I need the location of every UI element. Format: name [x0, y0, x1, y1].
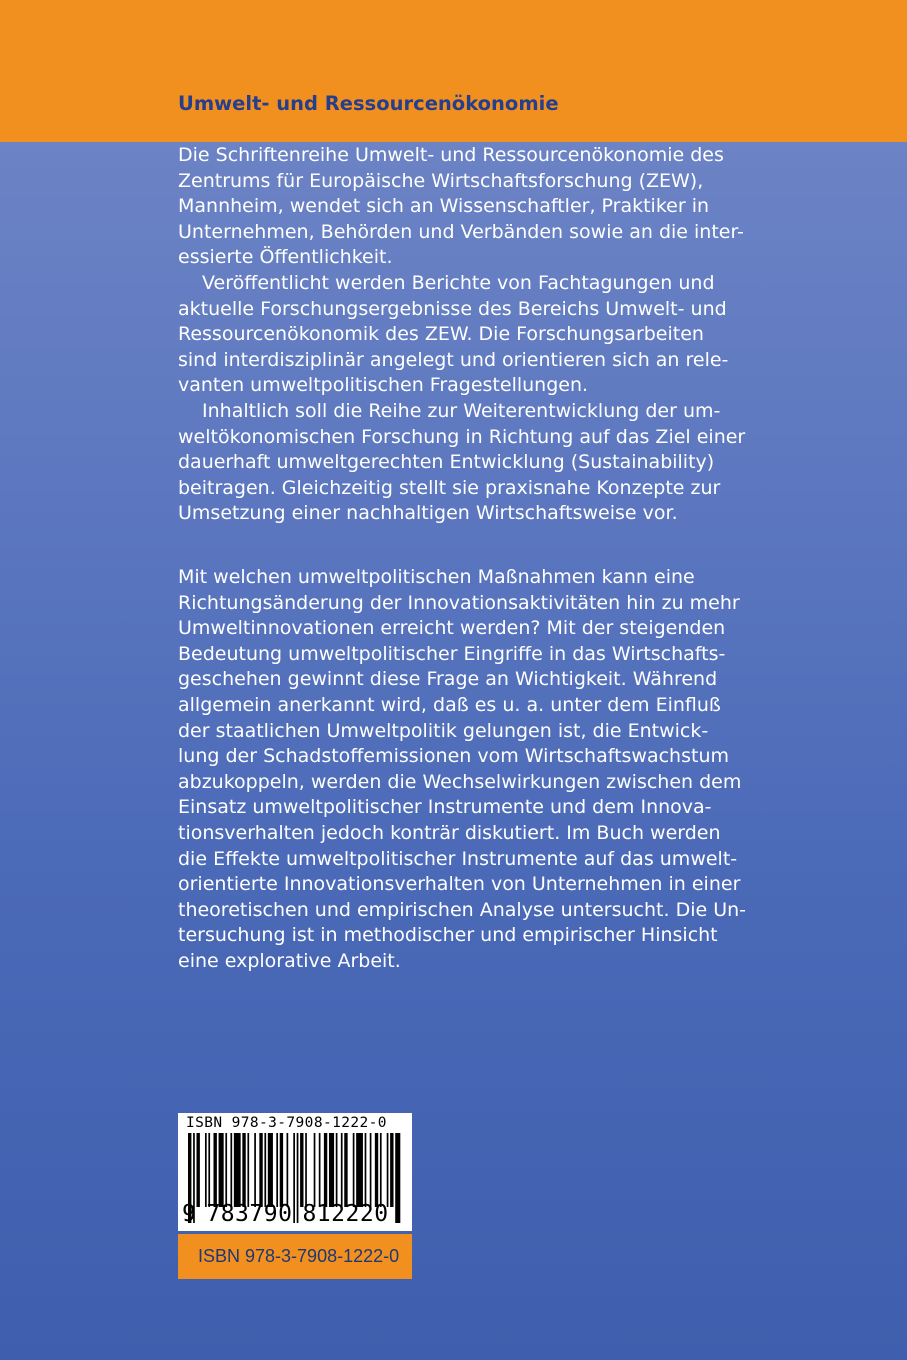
barcode-bar — [213, 1133, 216, 1207]
barcode-bar — [329, 1133, 334, 1207]
book-description-line: tionsverhalten jedoch konträr diskutiert. Im Buch werden — [178, 821, 721, 844]
series-description-line: Zentrums für Europäische Wirtschaftsforschung (ZEW), — [178, 169, 704, 192]
ean-digits — [182, 1201, 389, 1227]
ean-right-group: 812220 — [302, 1201, 389, 1227]
barcode-bar — [242, 1133, 245, 1207]
series-description-line: Unternehmen, Behörden und Verbänden sowie an die inter- — [178, 220, 744, 243]
barcode-bar — [344, 1133, 347, 1207]
isbn-label: ISBN 978-3-7908-1222-0 — [178, 1234, 412, 1279]
barcode-bar — [254, 1133, 256, 1207]
series-description-line: sind interdisziplinär angelegt und orientieren sich an rele- — [178, 348, 729, 371]
barcode-bar — [205, 1133, 207, 1207]
book-description-line: Richtungsänderung der Innovationsaktivitäten hin zu mehr — [178, 591, 740, 614]
barcode-bar — [375, 1133, 378, 1207]
barcode-bar — [380, 1133, 382, 1207]
barcode-bar — [259, 1133, 262, 1207]
barcode-bar — [353, 1133, 355, 1207]
ean-first-digit: 9 — [182, 1201, 197, 1227]
series-description-line: weltökonomischen Forschung in Richtung auf das Ziel einer — [178, 425, 746, 448]
barcode-bar — [280, 1133, 283, 1207]
barcode-bar — [208, 1133, 210, 1207]
barcode-bar — [287, 1133, 289, 1207]
series-description-line: beitragen. Gleichzeitig stellt sie praxisnahe Konzepte zur — [178, 476, 721, 499]
book-description-line: geschehen gewinnt diese Frage an Wichtigkeit. Während — [178, 668, 718, 691]
series-description-line: essierte Öffentlichkeit. — [178, 246, 393, 269]
orange-header-band — [0, 0, 907, 142]
barcode-isbn-text: ISBN 978-3-7908-1222-0 — [186, 1115, 387, 1131]
book-description-line: allgemein anerkannt wird, daß es u. a. unter dem Einfluß — [178, 693, 721, 716]
book-description-line: Einsatz umweltpolitischer Instrumente und dem Innova- — [178, 796, 712, 819]
barcode-bar — [395, 1133, 400, 1223]
barcode-bar — [390, 1133, 393, 1207]
barcode-bar — [247, 1133, 249, 1207]
series-description-line: Die Schriftenreihe Umwelt- und Ressourcenökonomie des — [178, 144, 724, 166]
book-description-line: die Effekte umweltpolitischer Instrumente auf das umwelt- — [178, 847, 738, 870]
barcode-bar — [314, 1133, 316, 1207]
book-description-line: orientierte Innovationsverhalten von Unternehmen in einer — [178, 873, 741, 896]
series-description-line: Veröffentlicht werden Berichte von Fachtagungen und — [202, 271, 715, 294]
barcode-bar — [336, 1133, 338, 1207]
barcode-bar — [225, 1133, 227, 1207]
series-title: Umwelt- und Ressourcenökonomie — [178, 92, 559, 115]
series-description-line: Inhaltlich soll die Reihe zur Weiterentwicklung der um- — [202, 399, 721, 422]
barcode-bar — [219, 1133, 224, 1207]
series-description — [178, 143, 746, 527]
barcode-bar — [305, 1133, 307, 1207]
book-description-line: tersuchung ist in methodischer und empirischer Hinsicht — [178, 924, 718, 947]
barcode-bar — [264, 1133, 266, 1207]
barcode-bar — [324, 1133, 327, 1207]
ean-left-group: 783790 — [206, 1201, 293, 1227]
barcode — [178, 1113, 412, 1231]
series-description-line: dauerhaft umweltgerechten Entwicklung (Sustainability) — [178, 451, 715, 474]
barcode-bar — [387, 1133, 389, 1207]
book-description-line: eine explorative Arbeit. — [178, 949, 401, 972]
book-description-line: abzukoppeln, werden die Wechselwirkungen zwischen dem — [178, 770, 742, 793]
book-description — [178, 565, 747, 975]
barcode-bar — [300, 1133, 303, 1207]
barcode-bar — [230, 1133, 232, 1207]
book-description-line: theoretischen und empirischen Analyse untersucht. Die Un- — [178, 898, 747, 921]
barcode-bar — [341, 1133, 343, 1207]
series-description-line: Umsetzung einer nachhaltigen Wirtschaftsweise vor. — [178, 502, 678, 525]
barcode-bar — [365, 1133, 367, 1207]
series-description-line: Ressourcenökonomik des ZEW. Die Forschungsarbeiten — [178, 323, 704, 346]
book-description-line: lung der Schadstoffemissionen vom Wirtschaftswachstum — [178, 745, 729, 768]
book-description-line: Mit welchen umweltpolitischen Maßnahmen kann eine — [178, 566, 695, 588]
book-description-line: Umweltinnovationen erreicht werden? Mit der steigenden — [178, 617, 726, 640]
series-description-line: Mannheim, wendet sich an Wissenschaftler, Praktiker in — [178, 195, 710, 218]
series-description-line: aktuelle Forschungsergebnisse des Bereichs Umwelt- und — [178, 297, 727, 320]
book-description-line: Bedeutung umweltpolitischer Eingriffe in das Wirtschafts- — [178, 642, 726, 665]
barcode-bar — [319, 1133, 321, 1207]
barcode-bar — [356, 1133, 363, 1207]
barcode-bar — [268, 1133, 273, 1207]
barcode-bar — [196, 1133, 199, 1207]
series-description-line: vanten umweltpolitischen Fragestellungen. — [178, 374, 589, 397]
barcode-bar — [276, 1133, 278, 1207]
barcode-bar — [370, 1133, 372, 1207]
barcode-bar — [234, 1133, 241, 1207]
book-description-line: der staatlichen Umweltpolitik gelungen ist, die Entwick- — [178, 719, 709, 742]
